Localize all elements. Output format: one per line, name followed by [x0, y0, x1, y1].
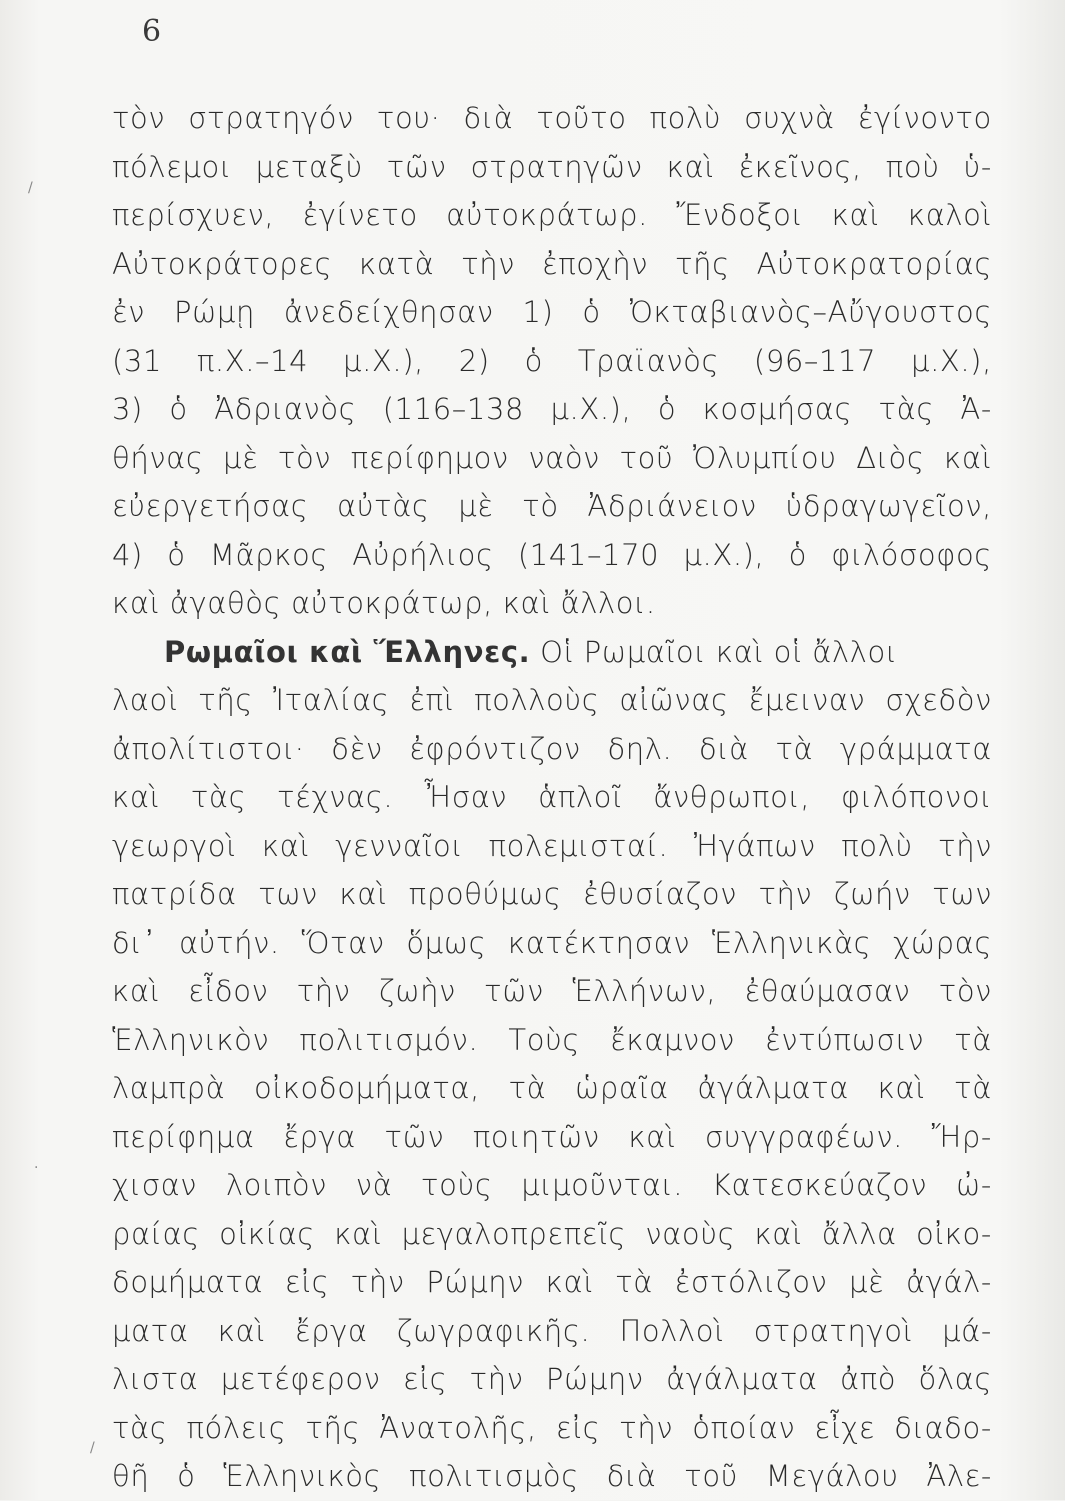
word: φιλόσοφος: [831, 537, 992, 572]
word: Ἦσαν: [424, 780, 508, 814]
word: γεωργοὶ: [112, 828, 237, 863]
word: ἐκεῖνος,: [738, 149, 862, 184]
word: τὴν: [938, 828, 992, 863]
word: Ρώμῃ: [173, 295, 255, 329]
word: λοιπὸν: [225, 1168, 327, 1202]
word: τὴν: [350, 1265, 405, 1299]
word: ἔκαμνον: [610, 1022, 735, 1057]
word: δομήματα: [112, 1265, 264, 1299]
word: ἄνθρωποι,: [653, 780, 811, 814]
text-line: [112, 773, 992, 822]
word: ἐθαύμασαν: [744, 974, 911, 1008]
word: διὰ: [606, 1459, 657, 1493]
text-line: [112, 94, 992, 143]
word: μὲ: [458, 489, 494, 523]
word: (96–117: [753, 343, 877, 378]
word: Ἀ-: [960, 392, 992, 426]
word: στρατηγόν: [188, 101, 354, 135]
scan-speck: ·: [34, 1160, 39, 1176]
word: Ἀνατολῆς,: [379, 1410, 537, 1445]
word: εἶχε: [814, 1410, 876, 1445]
word: πολιτισμόν.: [299, 1022, 479, 1057]
word: Ἑλλήνων,: [572, 974, 717, 1008]
text-line: [112, 1161, 992, 1210]
word: ὁ: [657, 392, 677, 426]
word: αὐτήν.: [178, 925, 280, 960]
word: καλοὶ: [907, 198, 992, 232]
word: ὁ: [524, 343, 543, 378]
word: εἰς: [402, 1362, 448, 1396]
word: 3): [112, 392, 143, 426]
word: εἶδον: [188, 974, 269, 1008]
text-line: [112, 676, 992, 725]
word: ἐγίνετο: [302, 198, 418, 232]
word: Ἑλληνικὸν: [112, 1022, 270, 1057]
word: Ἤρ-: [931, 1119, 992, 1154]
word: ὅμως: [406, 925, 487, 960]
word: τῶν: [386, 149, 447, 184]
word: Πολλοὶ: [619, 1313, 725, 1348]
word: Ρώμην: [426, 1265, 525, 1299]
word: Ἠγάπων: [693, 828, 816, 863]
text-line: [112, 1404, 992, 1453]
word: μ.Χ.),: [911, 343, 992, 378]
word: μὲ: [223, 440, 259, 475]
word: πολὺ: [841, 828, 913, 863]
word: τὰ: [954, 1022, 992, 1057]
word: θήνας: [112, 440, 204, 475]
word: εἰς: [555, 1410, 601, 1445]
word: καὶ: [628, 1119, 677, 1154]
word: διαδο-: [894, 1410, 992, 1445]
word: δι᾽: [112, 925, 158, 960]
word: τοὺς: [421, 1168, 493, 1202]
word: γενναῖοι: [335, 828, 464, 863]
word: ἔργα: [283, 1119, 356, 1154]
word: συχνὰ: [744, 101, 835, 135]
word: αὐτὰς: [337, 489, 430, 523]
word: του·: [376, 101, 441, 135]
word: ἀπὸ: [840, 1362, 897, 1396]
word: ἀνεδείχθησαν: [283, 295, 494, 329]
word: πολὺ: [649, 101, 722, 135]
page-number: 6: [142, 14, 162, 49]
word: μετέφερον: [220, 1362, 381, 1396]
word: νὰ: [355, 1168, 393, 1202]
word: 4): [112, 537, 143, 572]
text-line: [112, 385, 992, 434]
word: τὰς: [190, 780, 247, 814]
word: των: [932, 877, 992, 911]
word: Αὐρήλιος: [352, 537, 494, 572]
text-line: [112, 1355, 992, 1404]
word: ὁ: [177, 1459, 196, 1493]
word: καὶ: [334, 1216, 383, 1251]
text-line: [112, 337, 992, 386]
word: δηλ.: [607, 731, 673, 766]
word: εἰς: [284, 1265, 330, 1299]
word: Αὐτοκρατορίας: [756, 246, 992, 281]
word: ζωήν: [833, 877, 911, 911]
word: φιλόπονοι: [840, 780, 992, 814]
word: ἐφρόντιζον: [409, 731, 581, 766]
word: Ἀλε-: [926, 1459, 992, 1493]
word: Ἑλληνικὰς: [711, 925, 872, 960]
text-line: [112, 531, 992, 580]
word: μά-: [942, 1313, 992, 1348]
text-line: [112, 967, 992, 1016]
word: ὑ-: [963, 149, 992, 184]
text-line: [112, 1064, 992, 1113]
word: κατὰ: [358, 246, 435, 281]
word: ὁποίαν: [692, 1410, 796, 1445]
text-line: [112, 143, 992, 192]
word: οἰκίας: [219, 1216, 315, 1251]
word: Διὸς: [856, 440, 925, 475]
word: 2): [458, 343, 490, 378]
word: καὶ: [339, 877, 388, 911]
scan-speck: /: [28, 180, 33, 196]
text-line: καὶ ἀγαθὸς αὐτοκράτωρ, καὶ ἄλλοι.: [112, 586, 656, 620]
word: ὅλας: [918, 1362, 992, 1396]
word: ἁπλοῖ: [538, 780, 623, 814]
word: τὴν: [469, 1362, 524, 1396]
word: μ.Χ.),: [683, 537, 765, 572]
word: Κατεσκεύαζον: [711, 1168, 928, 1202]
word: καὶ: [545, 1265, 594, 1299]
word: μεγαλοπρεπεῖς: [401, 1216, 627, 1251]
word: κοσμήσας: [702, 392, 853, 426]
text-line: [112, 240, 992, 289]
word: μ.Χ.),: [343, 343, 424, 378]
word: ζωγραφικῆς.: [396, 1313, 591, 1348]
word: δὲν: [331, 731, 383, 766]
word: πόλεμοι: [112, 149, 232, 184]
word: Ὅταν: [301, 925, 385, 960]
word: τὰς: [878, 392, 934, 426]
word: γράμματα: [839, 731, 992, 766]
word: ἀγάλματα: [697, 1071, 849, 1105]
word: οἰκο-: [915, 1216, 992, 1251]
word: Ἑλληνικὸς: [223, 1459, 382, 1493]
word: Ὀλυμπίου: [692, 440, 837, 475]
word: ἀγάλματα: [666, 1362, 818, 1396]
word: ναὸν: [528, 440, 600, 475]
word: ἐστόλιζον: [674, 1265, 828, 1299]
word: ἐγίνοντο: [857, 101, 992, 135]
word: τὴν: [461, 246, 516, 281]
word: (116–138: [382, 392, 525, 426]
word: ἔμειναν: [748, 683, 866, 717]
word: τὴν: [758, 877, 813, 911]
section-heading: Ρωμαῖοι καὶ Ἕλληνες.: [164, 634, 531, 669]
word: διὰ: [463, 101, 514, 135]
word: ποιητῶν: [472, 1119, 600, 1154]
word: χώρας: [892, 925, 992, 960]
word: τέχνας.: [277, 780, 394, 814]
word: ἔργα: [294, 1313, 368, 1348]
word: περίσχυεν,: [112, 198, 275, 232]
word: πατρίδα: [112, 877, 237, 911]
word: τὸ: [522, 489, 559, 523]
word: καὶ: [944, 440, 992, 475]
word: Μεγάλου: [765, 1459, 899, 1493]
word: στρατηγῶν: [470, 149, 643, 184]
word: εὐεργετήσας: [112, 489, 309, 523]
word: ραίας: [112, 1216, 200, 1251]
word: ἐν: [112, 295, 146, 329]
word: (141–170: [517, 537, 660, 572]
scan-speck: /: [90, 1440, 95, 1456]
word: ὁ: [788, 537, 807, 572]
text-line: [112, 191, 992, 240]
word: προθύμως: [408, 877, 562, 911]
text-line: [112, 1210, 992, 1259]
word: τὰς: [112, 1410, 168, 1445]
word: τὸν: [938, 974, 992, 1008]
text-line: [112, 1307, 992, 1356]
word: τὰ: [615, 1265, 654, 1299]
word: τῆς: [198, 683, 253, 717]
word: λαοὶ: [112, 683, 179, 717]
word: καὶ: [261, 828, 310, 863]
text-line: [112, 482, 992, 531]
word: Ρώμην: [545, 1362, 644, 1396]
word: π.Χ.–14: [196, 343, 309, 378]
text-line: [112, 288, 992, 337]
word: Ὀκταβιανὸς–Αὔγουστος: [629, 295, 992, 329]
word: διὰ: [698, 731, 749, 766]
word: στρατηγοὶ: [753, 1313, 913, 1348]
word: καὶ: [112, 974, 160, 1008]
word: τὴν: [296, 974, 351, 1008]
word: περίφημον: [350, 440, 509, 475]
word: τῶν: [484, 974, 544, 1008]
word: των: [258, 877, 318, 911]
word: λαμπρὰ: [112, 1071, 226, 1105]
word: μὲ: [849, 1265, 885, 1299]
text-line: [112, 1452, 992, 1501]
word: Μᾶρκος: [209, 537, 328, 572]
word: καὶ: [112, 780, 160, 814]
word: ἀγάλ-: [905, 1265, 992, 1299]
word: μιμοῦνται.: [521, 1168, 684, 1202]
word: τὸν: [112, 101, 166, 135]
word: σχεδὸν: [885, 683, 992, 717]
word: ἄλλα: [821, 1216, 897, 1251]
word: μ.Χ.),: [550, 392, 632, 426]
text-line: [112, 919, 992, 968]
word: αἰῶνας: [619, 683, 729, 717]
text-line: [112, 1016, 992, 1065]
body-text: [112, 94, 992, 1501]
text-line: [112, 822, 992, 871]
word: οἰκοδομήματα,: [253, 1071, 480, 1105]
word: ναοὺς: [645, 1216, 736, 1251]
section-line-text: Οἱ Ρωμαῖοι καὶ οἱ ἄλλοι: [540, 634, 898, 669]
word: ὑδραγωγεῖον,: [785, 489, 992, 523]
text-line: [112, 434, 992, 483]
word: ματα: [112, 1313, 189, 1348]
word: καὶ: [877, 1071, 926, 1105]
word: τὰ: [954, 1071, 992, 1105]
word: Τραϊανὸς: [577, 343, 720, 378]
word: χισαν: [112, 1168, 198, 1202]
word: κατέκτησαν: [507, 925, 691, 960]
word: τὴν: [619, 1410, 674, 1445]
word: τῶν: [384, 1119, 445, 1154]
word: Τοὺς: [508, 1022, 581, 1057]
word: ὁ: [582, 295, 601, 329]
word: τῆς: [675, 246, 730, 281]
word: ἐντύπωσιν: [765, 1022, 925, 1057]
word: καὶ: [217, 1313, 266, 1348]
word: τοῦτο: [536, 101, 627, 135]
word: αὐτοκράτωρ.: [446, 198, 648, 232]
word: Ἀδριανὸς: [214, 392, 357, 426]
text-line: [112, 870, 992, 919]
word: καὶ: [754, 1216, 803, 1251]
word: περίφημα: [112, 1119, 255, 1154]
text-line: [112, 725, 992, 774]
word: πολιτισμὸς: [409, 1459, 579, 1493]
word: τοῦ: [619, 440, 674, 475]
word: τὰ: [508, 1071, 547, 1105]
word: ὁ: [169, 392, 188, 426]
word: ἀπολίτιστοι·: [112, 731, 305, 766]
word: Ἔνδοξοι: [676, 198, 804, 232]
word: λιστα: [112, 1362, 199, 1396]
word: ὁ: [167, 537, 186, 572]
text-line: [112, 1258, 992, 1307]
word: Ἀδριάνειον: [587, 489, 757, 523]
word: καὶ: [831, 198, 880, 232]
text-line: [112, 1113, 992, 1162]
word: 1): [522, 295, 554, 329]
word: Ἰταλίας: [272, 683, 390, 717]
word: (31: [112, 343, 163, 378]
word: τὸν: [277, 440, 332, 475]
word: καὶ: [666, 149, 715, 184]
word: τοῦ: [684, 1459, 739, 1493]
word: τὰ: [775, 731, 814, 766]
word: ποὺ: [885, 149, 940, 184]
word: πόλεις: [186, 1410, 287, 1445]
word: πολεμισταί.: [488, 828, 669, 863]
word: τῆς: [305, 1410, 361, 1445]
word: ἐποχὴν: [541, 246, 649, 281]
word: ζωὴν: [378, 974, 456, 1008]
word: συγγραφέων.: [704, 1119, 903, 1154]
word: ὠ-: [955, 1168, 992, 1202]
word: ὡραῖα: [575, 1071, 669, 1105]
section-line: [112, 628, 992, 677]
word: πολλοὺς: [474, 683, 600, 717]
word: μεταξὺ: [255, 149, 363, 184]
word: ἐθυσίαζον: [582, 877, 737, 911]
word: Αὐτοκράτορες: [112, 246, 333, 281]
word: θῆ: [112, 1459, 150, 1493]
word: ἐπὶ: [409, 683, 455, 717]
